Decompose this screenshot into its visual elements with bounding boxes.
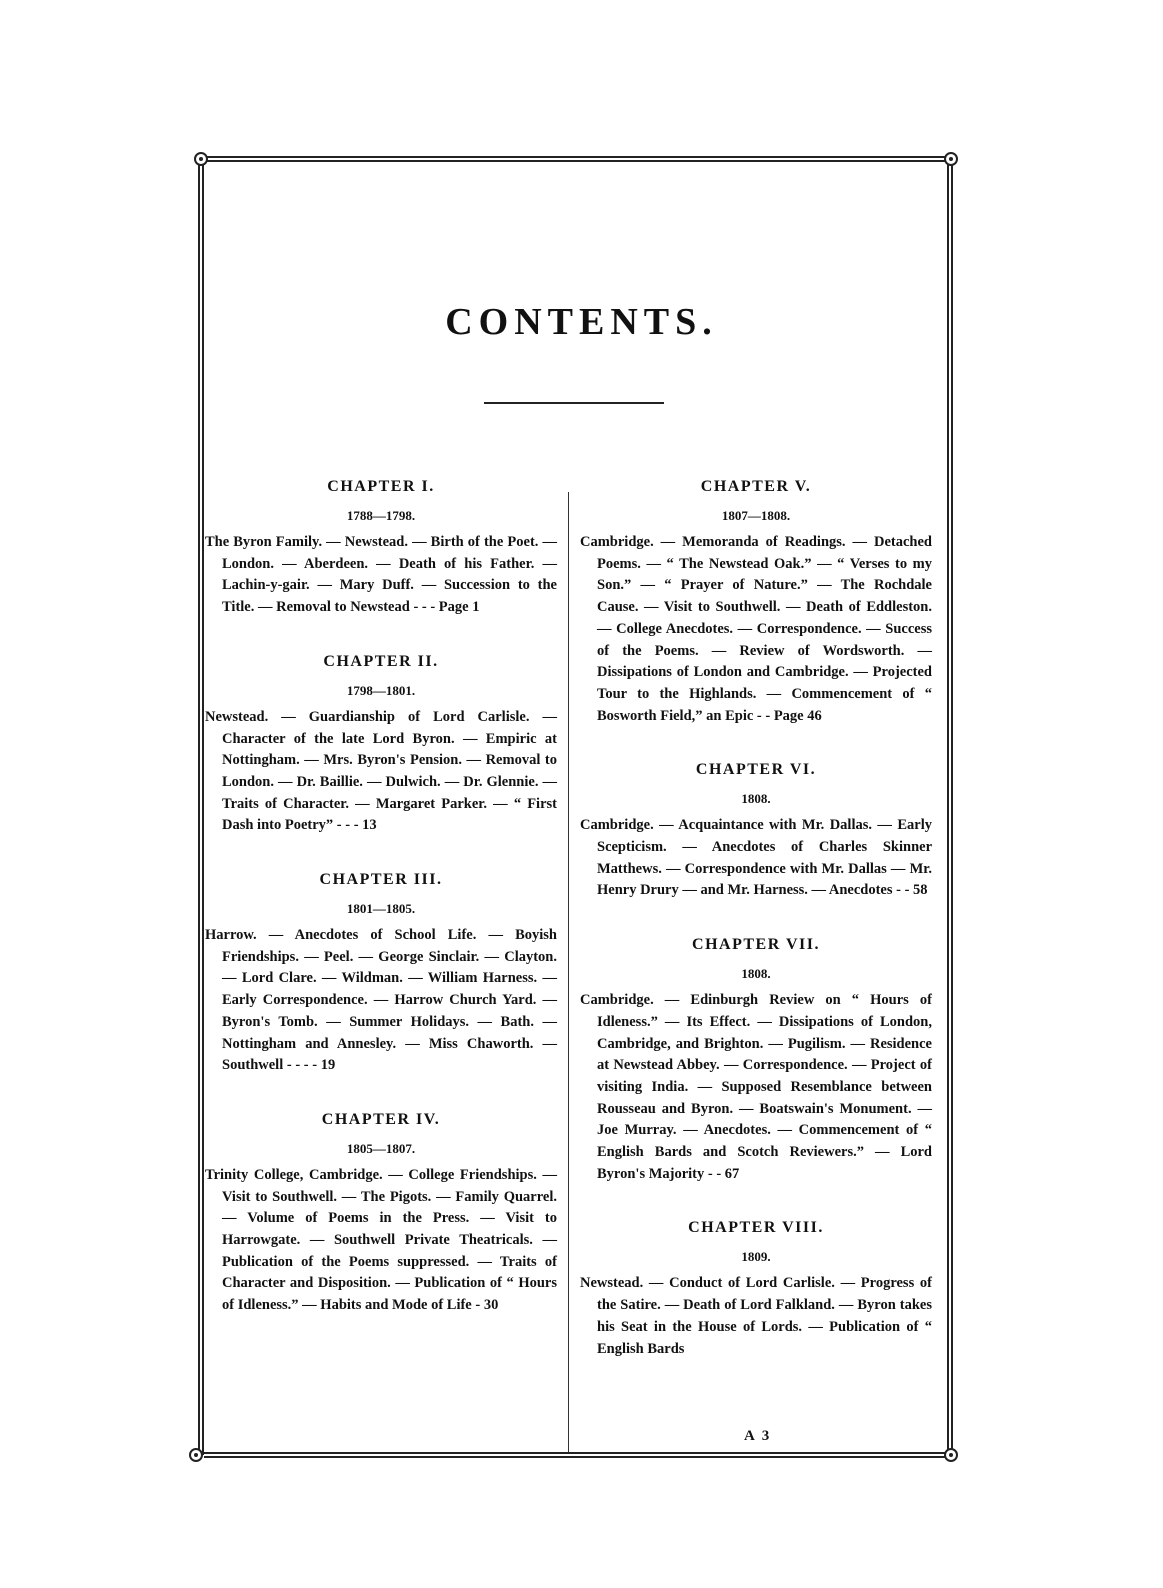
page-reference: - - - 13	[336, 817, 377, 834]
contents-column-left	[205, 478, 557, 1351]
summary-text: Newstead. — Guardianship of Lord Carlisle. — Character of the late Lord Byron. — Empiric at Nottingham. — Mrs. Byron's Pension. — Removal to London. — Dr. Baillie. — Dulwich. — Dr. Glennie. — Traits of Character. — Margaret Parker. — “ First Dash into Poetry”	[205, 708, 557, 834]
contents-column-right	[580, 478, 932, 1394]
title-rule	[484, 402, 664, 404]
chapter-entry	[580, 761, 932, 902]
corner-ornament-top-left	[194, 152, 208, 166]
chapter-entry	[205, 1111, 557, 1317]
summary-text: Newstead. — Conduct of Lord Carlisle. — Progress of the Satire. — Death of Lord Falkland. — Byron takes his Seat in the House of Lords. — Publication of “ English Bards	[580, 1275, 932, 1357]
chapter-summary	[205, 532, 557, 619]
summary-text: Cambridge. — Memoranda of Readings. — Detached Poems. — “ The Newstead Oak.” — “ Verses to my Son.” — “ Prayer of Nature.” — The Rochdale Cause. — Visit to Southwell. — Death of Eddleston. — College Anecdotes. — Correspondence. — Success of the Poems. — Review of Wordsworth. — Dissipations of London and Cambridge. — Projected Tour to the Highlands. — Commencement of “ Bosworth Field,” an Epic	[580, 534, 932, 724]
chapter-summary	[205, 707, 557, 837]
summary-text: Trinity College, Cambridge. — College Friendships. — Visit to Southwell. — The Pigots. — Family Quarrel. — Volume of Poems in the Press. — Visit to Harrowgate. — Southwell Private Theatricals. — Publication of the Poems suppressed. — Traits of Character and Disposition. — Publication of “ Hours of Idleness.” — Habits and Mode of Life	[205, 1166, 557, 1314]
border-right	[947, 159, 953, 1455]
chapter-years: 1801—1805.	[346, 901, 416, 917]
chapter-heading: CHAPTER I.	[327, 478, 435, 495]
chapter-entry	[205, 653, 557, 837]
page-reference: - - - Page 1	[413, 599, 480, 616]
chapter-heading: CHAPTER VII.	[692, 936, 820, 954]
summary-text: Cambridge. — Acquaintance with Mr. Dallas. — Early Scepticism. — Anecdotes of Charles Skinner Matthews. — Correspondence with Mr. Dallas — Mr. Henry Drury — and Mr. Harness. — Anecdotes	[580, 817, 932, 899]
border-left	[198, 159, 204, 1455]
chapter-years: 1798—1801.	[346, 682, 416, 698]
chapter-years: 1788—1798.	[346, 508, 416, 523]
chapter-heading: CHAPTER V.	[700, 478, 812, 495]
summary-text: The Byron Family. — Newstead. — Birth of the Poet. — London. — Aberdeen. — Death of his Father. — Lachin-y-gair. — Mary Duff. — Succession to the Title. — Removal to Newstead	[205, 534, 557, 616]
chapter-entry	[205, 478, 557, 619]
corner-ornament-bottom-left	[189, 1448, 203, 1462]
chapter-summary	[205, 925, 557, 1077]
chapter-entry	[205, 871, 557, 1077]
chapter-entry	[580, 1219, 932, 1360]
chapter-heading: CHAPTER VIII.	[688, 1219, 824, 1237]
border-top	[204, 156, 948, 162]
chapter-heading: CHAPTER II.	[323, 652, 439, 670]
chapter-years: 1807—1808.	[721, 508, 791, 523]
page-reference: - 30	[475, 1297, 499, 1314]
page-reference: - - 58	[896, 882, 928, 899]
chapter-entry	[580, 936, 932, 1185]
chapter-years: 1808.	[741, 791, 771, 807]
chapter-summary	[205, 1165, 557, 1317]
chapter-summary	[580, 990, 932, 1185]
page-title: CONTENTS.	[445, 301, 718, 343]
chapter-years: 1808.	[741, 966, 771, 982]
chapter-heading: CHAPTER III.	[319, 871, 443, 889]
column-divider	[568, 492, 569, 1452]
summary-text: Cambridge. — Edinburgh Review on “ Hours of Idleness.” — Its Effect. — Dissipations of London, Cambridge, and Brighton. — Pugilism. — Residence at Newstead Abbey. — Correspondence. — Project of visiting India. — Supposed Resemblance between Rousseau and Byron. — Boatswain's Monument. — Joe Murray. — Anecdotes. — Commencement of “ English Bards and Scotch Reviewers.” — Lord Byron's Majority	[580, 992, 932, 1182]
border-bottom	[204, 1452, 948, 1458]
signature-mark: A 3	[744, 1428, 772, 1444]
corner-ornament-bottom-right	[944, 1448, 958, 1462]
chapter-heading: CHAPTER VI.	[695, 761, 817, 779]
chapter-years: 1805—1807.	[346, 1140, 416, 1156]
chapter-entry	[580, 478, 932, 727]
chapter-summary	[580, 815, 932, 902]
chapter-summary	[580, 1273, 932, 1360]
page-reference: - - Page 46	[756, 707, 822, 724]
chapter-summary	[580, 532, 932, 727]
corner-ornament-top-right	[944, 152, 958, 166]
chapter-heading: CHAPTER IV.	[321, 1110, 441, 1128]
summary-text: Harrow. — Anecdotes of School Life. — Boyish Friendships. — Peel. — George Sinclair. — Clayton. — Lord Clare. — Wildman. — William Harness. — Early Correspondence. — Harrow Church Yard. — Byron's Tomb. — Summer Holidays. — Bath. — Nottingham and Annesley. — Miss Chaworth. — Southwell	[205, 927, 557, 1074]
page-reference: - - - - 19	[286, 1057, 336, 1074]
chapter-years: 1809.	[741, 1249, 771, 1265]
page-reference: - - 67	[707, 1165, 740, 1182]
